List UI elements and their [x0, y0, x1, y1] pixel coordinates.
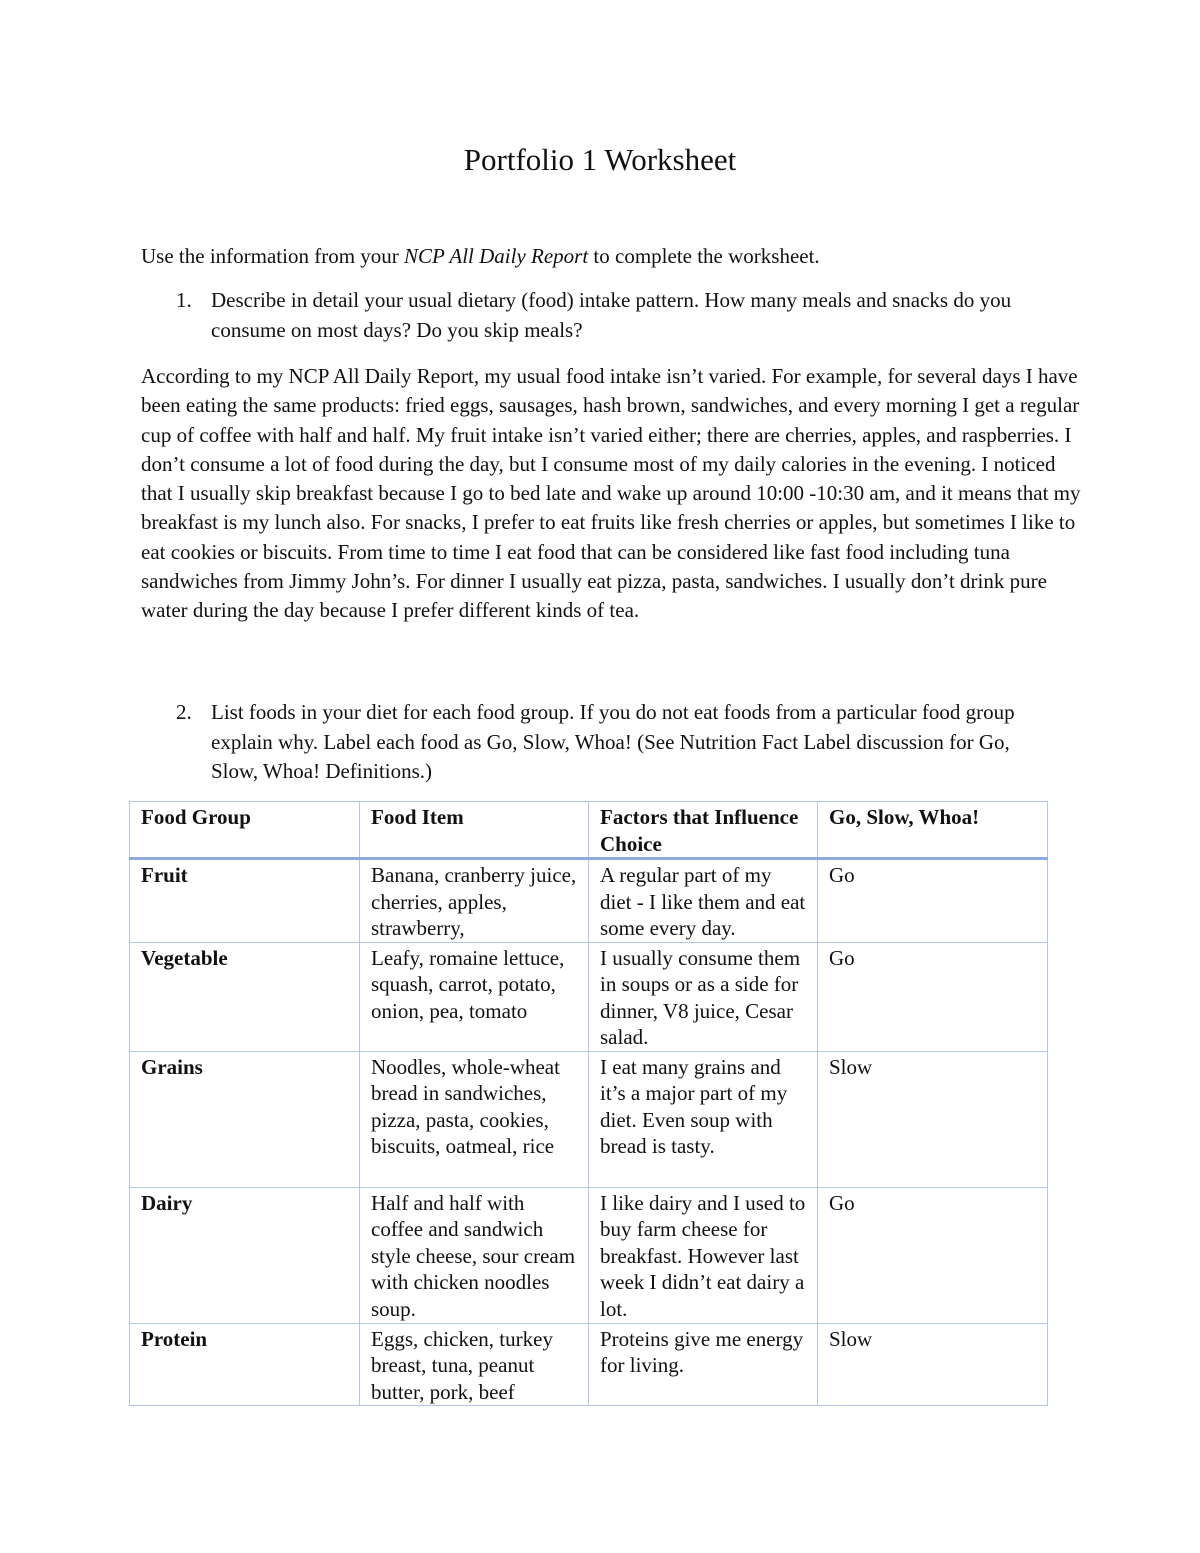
cell-food-group: Grains: [130, 1051, 360, 1187]
table-row: [130, 942, 1048, 1051]
cell-factors: Proteins give me energy for living.: [589, 1323, 818, 1406]
cell-factors: I like dairy and I used to buy farm cheese for breakfast. However last week I didn’t eat dairy a lot.: [589, 1187, 818, 1323]
intro-instructions: [141, 241, 1061, 271]
cell-food-group: Vegetable: [130, 942, 360, 1051]
cell-rating: Go: [818, 859, 1048, 943]
food-group-table: [129, 801, 1048, 1406]
header-food-item: Food Item: [360, 802, 589, 859]
question-1-text: Describe in detail your usual dietary (food) intake pattern. How many meals and snacks do you consume on most days? Do you skip meals?: [211, 288, 1012, 342]
cell-food-group: Fruit: [130, 859, 360, 943]
question-2-number: 2.: [176, 700, 192, 724]
cell-factors: A regular part of my diet - I like them and eat some every day.: [589, 859, 818, 943]
cell-rating: Go: [818, 1187, 1048, 1323]
cell-food-item: Eggs, chicken, turkey breast, tuna, peanut butter, pork, beef: [360, 1323, 589, 1406]
header-food-group: Food Group: [130, 802, 360, 859]
cell-food-item: Half and half with coffee and sandwich style cheese, sour cream with chicken noodles soup.: [360, 1187, 589, 1323]
cell-rating: Go: [818, 942, 1048, 1051]
cell-food-group: Dairy: [130, 1187, 360, 1323]
cell-food-item: Banana, cranberry juice, cherries, apples, strawberry,: [360, 859, 589, 943]
intro-report-name: NCP All Daily Report: [404, 244, 589, 268]
intro-text-after: to complete the worksheet.: [588, 244, 820, 268]
table-row: [130, 1323, 1048, 1406]
intro-text-before: Use the information from your: [141, 244, 405, 268]
question-1-number: 1.: [176, 288, 192, 312]
cell-factors: I eat many grains and it’s a major part of my diet. Even soup with bread is tasty.: [589, 1051, 818, 1187]
cell-food-group: Protein: [130, 1323, 360, 1406]
header-rating: Go, Slow, Whoa!: [818, 802, 1048, 859]
cell-rating: Slow: [818, 1323, 1048, 1406]
table-row: [130, 1187, 1048, 1323]
answer-1: According to my NCP All Daily Report, my usual food intake isn’t varied. For example, for several days I have been eating the same products: fried eggs, sausages, hash brown, sandwiches, and every morning I get a regular cup of coffee with half and half. My fruit intake isn’t varied either; there are cherries, apples, and raspberries. I don’t consume a lot of food during the day, but I consume most of my daily calories in the evening. I noticed that I usually skip breakfast because I go to bed late and wake up around 10:00 -10:30 am, and it means that my breakfast is my lunch also. For snacks, I prefer to eat fruits like fresh cherries or apples, but sometimes I like to eat cookies or biscuits. From time to time I eat food that can be considered like fast food including tuna sandwiches from Jimmy John’s. For dinner I usually eat pizza, pasta, sandwiches. I usually don’t drink pure water during the day because I prefer different kinds of tea.: [141, 364, 1081, 623]
question-2-text: List foods in your diet for each food group. If you do not eat foods from a particular food group explain why. Label each food as Go, Slow, Whoa! (See Nutrition Fact Label discussion for Go, Slow, Whoa! Definitions.): [211, 700, 1015, 783]
table-header-row: [130, 802, 1048, 859]
header-factors: Factors that Influence Choice: [589, 802, 818, 859]
cell-rating: Slow: [818, 1051, 1048, 1187]
cell-food-item: Noodles, whole-wheat bread in sandwiches, pizza, pasta, cookies, biscuits, oatmeal, rice: [360, 1051, 589, 1187]
cell-factors: I usually consume them in soups or as a side for dinner, V8 juice, Cesar salad.: [589, 942, 818, 1051]
page-title: Portfolio 1 Worksheet: [463, 142, 737, 177]
cell-food-item: Leafy, romaine lettuce, squash, carrot, potato, onion, pea, tomato: [360, 942, 589, 1051]
table-row: [130, 859, 1048, 943]
table-row: [130, 1051, 1048, 1187]
